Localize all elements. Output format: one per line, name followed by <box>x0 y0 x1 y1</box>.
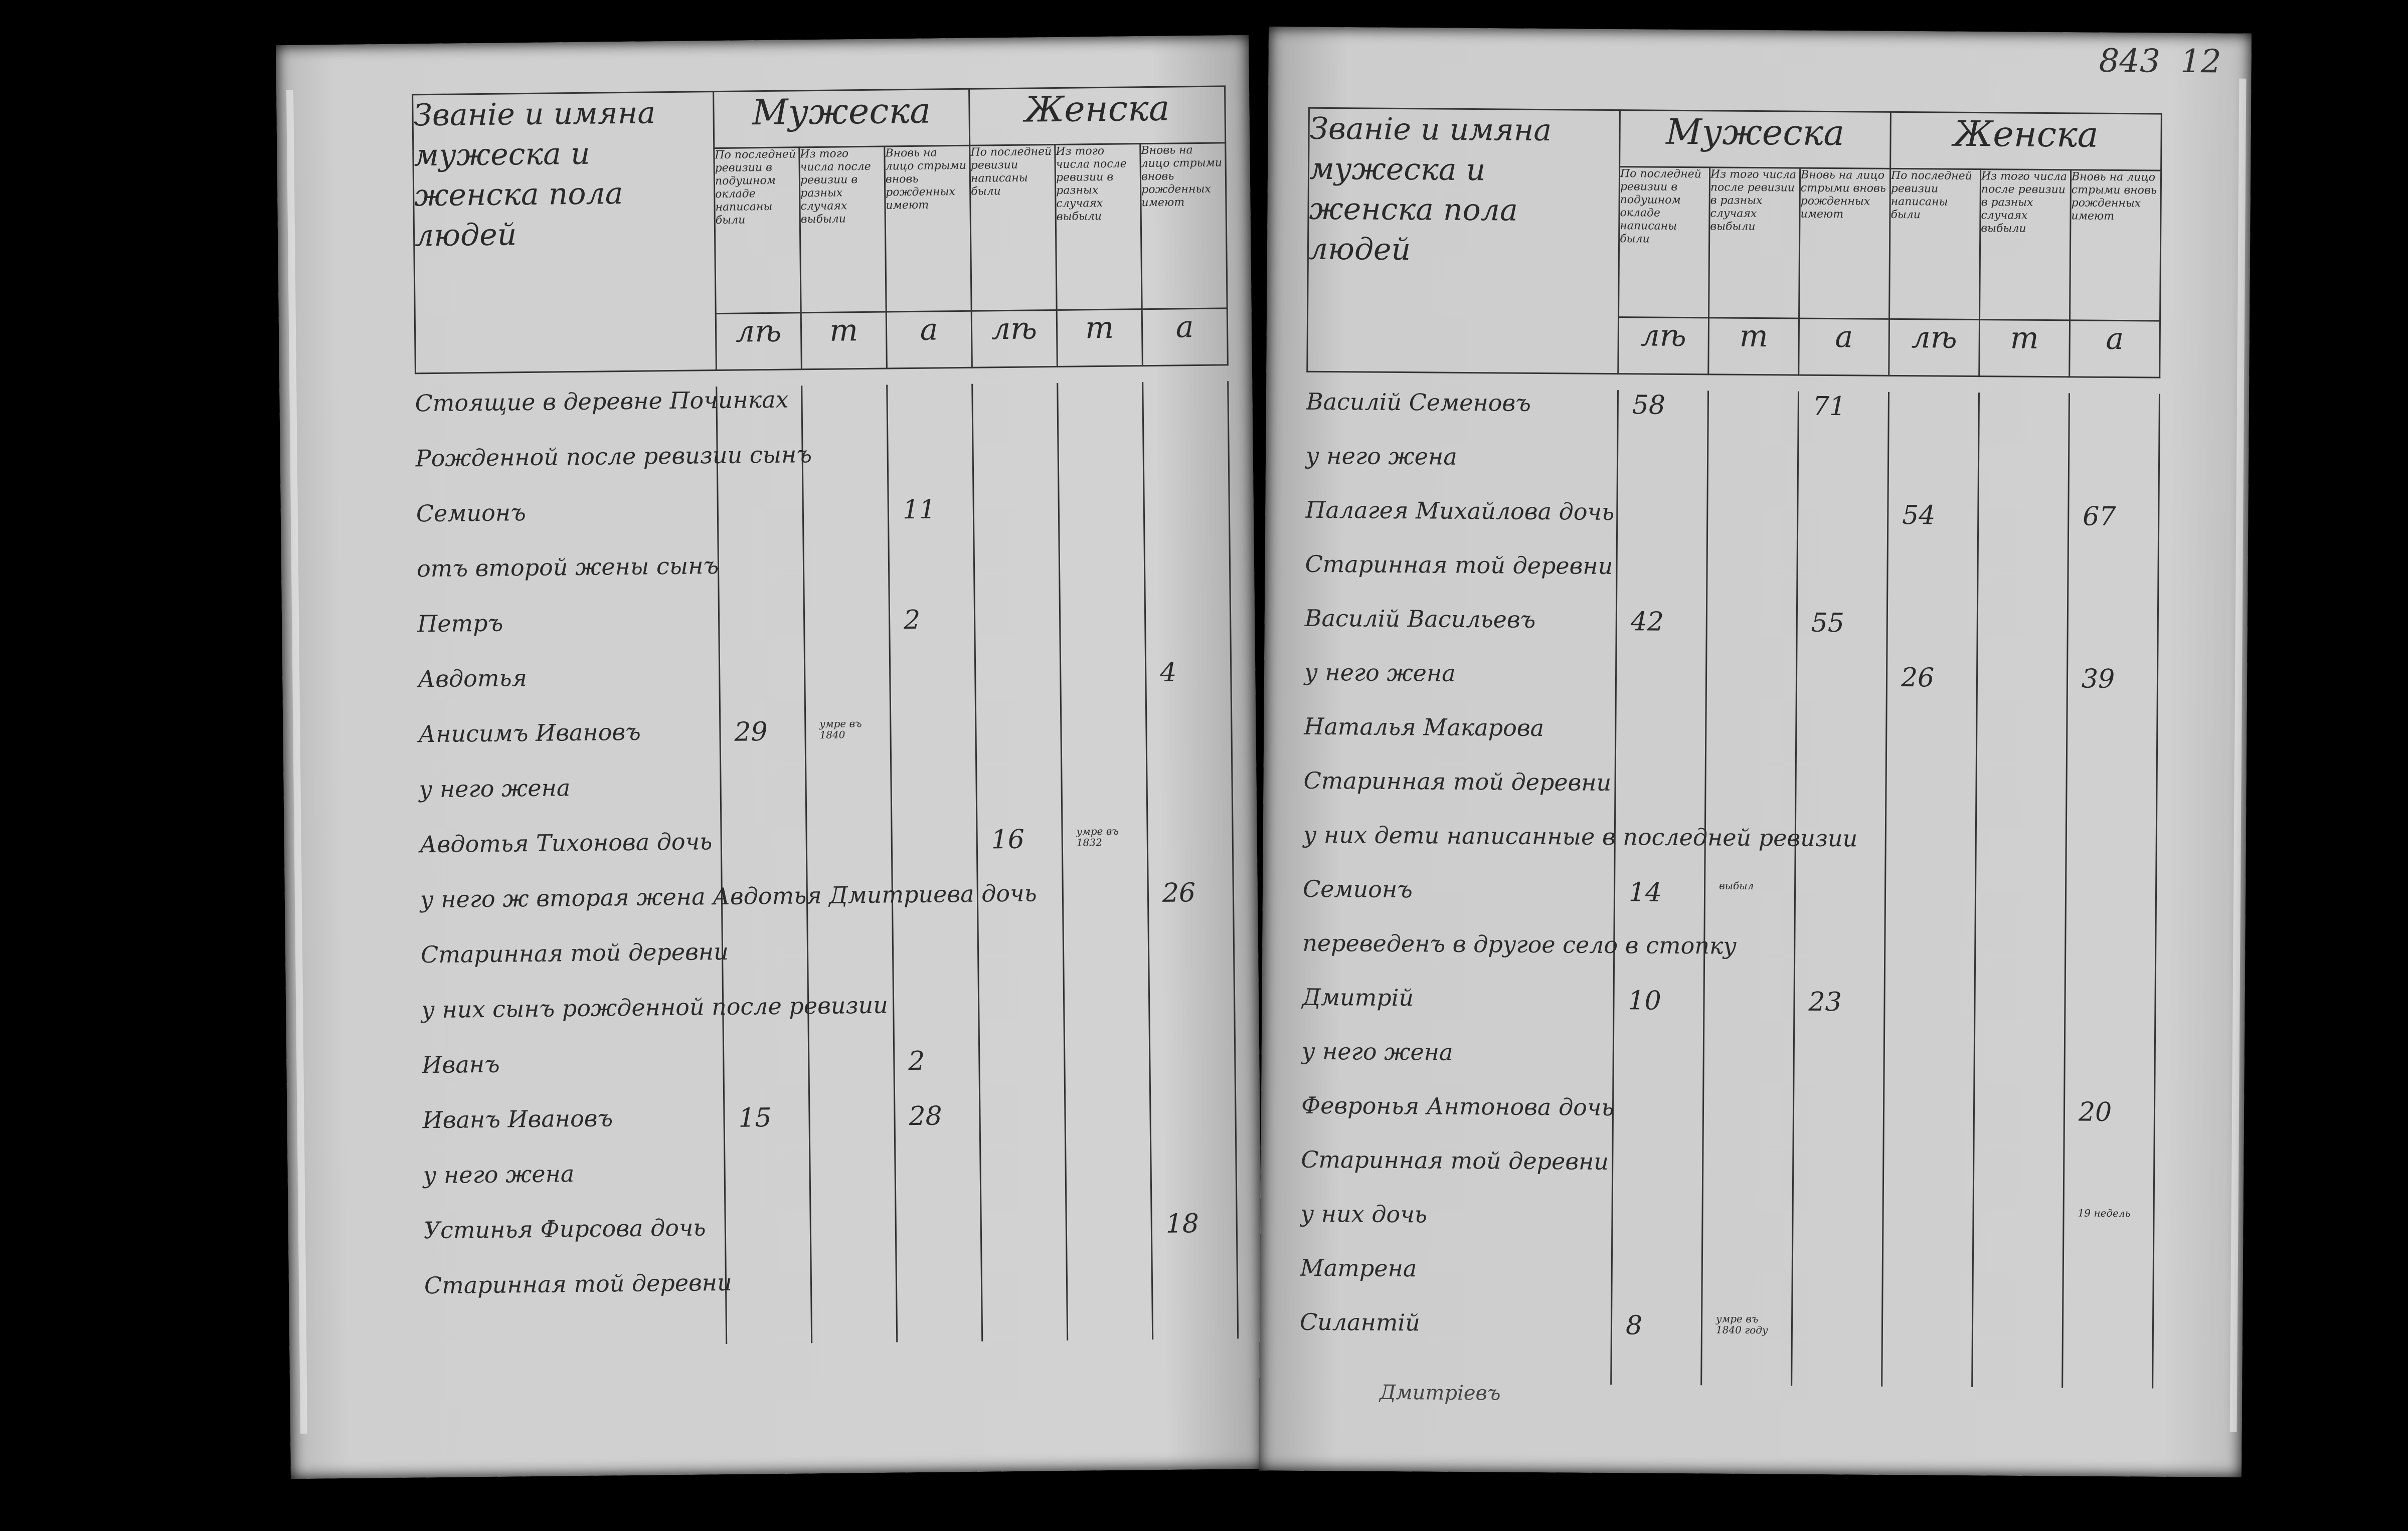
sub-header: Из того числа после ревизии в разных случаях выбыли <box>1055 144 1142 310</box>
register-row <box>1306 388 2159 429</box>
register-row <box>421 988 1234 1031</box>
register-row <box>418 657 1231 700</box>
register-row <box>1305 550 2157 592</box>
register-row <box>1300 1254 2152 1295</box>
person-name: Василiй Семеновъ <box>1306 388 1531 417</box>
cell-f3: 19 недель <box>2078 1207 2131 1220</box>
cell-f2: умре въ 1832 <box>1076 825 1119 849</box>
person-name: у него жена <box>1305 442 1457 470</box>
sub-header: Из того числа после ревизии в разных случаях выбыли <box>1709 167 1800 318</box>
cell-m1: 15 <box>738 1103 772 1133</box>
sub-header: По последней ревизии в подушном окладе написаны были <box>714 147 801 314</box>
register-row <box>1303 767 2156 808</box>
person-name: Авдотья Тихонова дочь <box>419 828 713 858</box>
person-name: Семионъ <box>1302 875 1413 903</box>
cell-f3: 18 <box>1165 1209 1199 1239</box>
cell-m3: 2 <box>903 605 921 636</box>
footer-signature: Дмитрiевъ <box>1379 1381 1501 1405</box>
person-name: Анисимъ Ивановъ <box>418 718 641 748</box>
register-row <box>421 932 1234 976</box>
register-row <box>418 712 1231 755</box>
cell-m3: 23 <box>1808 987 1842 1018</box>
unit-header: а <box>1799 318 1889 375</box>
person-name: у них дети написанные в последней ревизии <box>1303 821 1858 852</box>
register-row <box>417 546 1230 590</box>
person-name: у него жена <box>419 774 571 803</box>
person-name: у них сынъ рожденной после ревизии <box>421 991 889 1024</box>
header-name-column: Званiе и имяна мужеска и женска пола людей <box>1307 108 1620 373</box>
person-name: у него жена <box>1304 658 1456 687</box>
sub-header: По последней ревизии в подушном окладе написаны были <box>1619 167 1710 318</box>
person-name: переведенъ в другое село в стопку <box>1302 929 1737 960</box>
cell-f3: 20 <box>2078 1097 2112 1127</box>
unit-header: лѣ <box>971 310 1057 367</box>
register-row <box>424 1263 1237 1307</box>
cell-m3: 11 <box>902 494 936 525</box>
person-name: Устинья Фирсова дочь <box>423 1214 706 1244</box>
cell-m3: 55 <box>1811 608 1845 639</box>
cell-m2: выбыл <box>1719 879 1754 892</box>
person-name: Силантiй <box>1299 1308 1421 1336</box>
right-register-rows <box>1299 388 2159 1397</box>
person-name: Семионъ <box>416 499 526 527</box>
sub-header: Вновь на лицо стрыми вновь рожденных имеют <box>2070 170 2161 321</box>
person-name: Авдотья <box>418 664 528 693</box>
register-row <box>1306 442 2158 483</box>
cell-m1: 42 <box>1630 607 1664 637</box>
male-group-header: Мужеска <box>714 89 970 148</box>
register-row <box>1302 1038 2154 1079</box>
register-row <box>422 1098 1235 1141</box>
female-group-header: Женска <box>1890 112 2162 170</box>
right-header-table <box>1306 107 2162 378</box>
register-row <box>1305 605 2157 646</box>
cell-m1: 14 <box>1628 877 1662 908</box>
unit-header: т <box>801 312 887 369</box>
left-register-rows <box>415 381 1238 1392</box>
person-name: Иванъ Ивановъ <box>422 1104 613 1134</box>
sub-header: Вновь на лицо стрыми вновь рожденных имеют <box>1799 168 1890 319</box>
folio-number <box>2099 43 2221 81</box>
unit-header: а <box>886 311 972 368</box>
person-name: Наталья Макарова <box>1304 712 1544 742</box>
unit-header: лѣ <box>1618 317 1709 374</box>
cell-m1: 10 <box>1628 986 1661 1016</box>
person-name: Старинная той деревни <box>424 1268 732 1299</box>
register-row <box>416 491 1229 535</box>
cell-f1: 54 <box>1902 500 1936 531</box>
register-row <box>1301 1146 2153 1187</box>
cell-m3: 2 <box>908 1046 925 1077</box>
register-row <box>1302 984 2154 1025</box>
person-name: Петръ <box>417 609 503 638</box>
register-row <box>1304 659 2157 700</box>
register-row <box>1303 875 2155 916</box>
person-name: у него ж вторая жена Авдотья Дмитриева дочь <box>420 879 1037 913</box>
unit-header: а <box>2070 320 2160 377</box>
person-name: у него жена <box>1301 1037 1453 1066</box>
folio-extra: 12 <box>2180 43 2221 81</box>
cell-f3: 4 <box>1159 657 1177 688</box>
cell-m3: 71 <box>1812 391 1846 422</box>
sub-header: Вновь на лицо стрыми вновь рожденных имеют <box>885 145 971 312</box>
register-row <box>1304 713 2156 754</box>
register-row <box>1305 496 2158 537</box>
right-page <box>1259 27 2252 1477</box>
cell-f3: 39 <box>2081 664 2115 695</box>
person-name: Стоящие в деревне Починках <box>415 386 789 417</box>
person-name: Дмитрiй <box>1302 983 1414 1012</box>
register-row <box>420 877 1233 921</box>
folio-main: 843 <box>2099 42 2161 80</box>
register-row <box>415 436 1228 480</box>
page-edge <box>286 90 307 1434</box>
register-row <box>1302 929 2155 971</box>
register-row <box>415 381 1228 425</box>
unit-header: а <box>1142 308 1228 366</box>
person-name: Февронья Антонова дочь <box>1301 1091 1614 1121</box>
register-row <box>424 1208 1237 1252</box>
cell-f3: 67 <box>2083 501 2116 532</box>
column-rule <box>1227 381 1239 1338</box>
sub-header: Из того числа после ревизии в разных случаях выбыли <box>799 146 886 313</box>
person-name: у них дочь <box>1300 1200 1428 1228</box>
cell-f3: 26 <box>1162 878 1196 908</box>
person-name: Палагея Михайлова дочь <box>1305 496 1615 526</box>
sub-header: Из того числа после ревизии в разных случаях выбыли <box>1980 169 2071 320</box>
cell-f1: 26 <box>1901 663 1935 693</box>
cell-m1: 29 <box>734 717 768 747</box>
sub-header: По последней ревизии написаны были <box>1889 168 1981 319</box>
person-name: Старинная той деревни <box>1303 767 1612 796</box>
cell-m2: умре въ 1840 <box>819 717 862 741</box>
left-header-table <box>412 85 1229 374</box>
cell-m1: 8 <box>1625 1310 1643 1341</box>
register-row <box>423 1153 1236 1197</box>
female-group-header: Женска <box>969 86 1226 145</box>
register-row <box>417 602 1230 645</box>
register-row <box>419 767 1232 811</box>
register-row <box>1300 1200 2153 1241</box>
person-name: Василiй Васильевъ <box>1304 604 1536 633</box>
page-edge <box>2230 79 2247 1432</box>
sub-header: По последней ревизии написаны были <box>970 144 1057 311</box>
register-row <box>422 1043 1235 1086</box>
register-row <box>1303 821 2156 862</box>
register-row <box>1300 1308 2152 1350</box>
unit-header: т <box>1979 320 2070 377</box>
cell-f1: 16 <box>991 824 1025 855</box>
header-name-column: Званiе и имяна мужеска и женска пола людей <box>413 92 717 373</box>
male-group-header: Мужеска <box>1620 110 1891 169</box>
cell-m1: 58 <box>1632 390 1666 421</box>
person-name: Старинная той деревни <box>1301 1145 1609 1175</box>
person-name: Матрена <box>1300 1254 1417 1282</box>
person-name: у него жена <box>423 1160 575 1189</box>
sub-header: Вновь на лицо стрыми вновь рожденных имеют <box>1140 143 1227 309</box>
register-row <box>420 822 1233 866</box>
person-name: отъ второй жены сынъ <box>416 552 719 583</box>
left-page <box>276 35 1264 1479</box>
unit-header: лѣ <box>716 313 801 370</box>
person-name: Старинная той деревни <box>420 937 729 969</box>
person-name: Иванъ <box>422 1050 500 1079</box>
person-name: Рожденной после ревизии сынъ <box>415 441 812 472</box>
person-name: Старинная той деревни <box>1305 550 1613 580</box>
unit-header: т <box>1057 309 1142 367</box>
cell-m3: 28 <box>909 1101 943 1132</box>
unit-header: лѣ <box>1889 319 1980 376</box>
unit-header: т <box>1708 318 1799 375</box>
register-row <box>1301 1092 2154 1133</box>
cell-m2: умре въ 1840 году <box>1715 1312 1768 1336</box>
